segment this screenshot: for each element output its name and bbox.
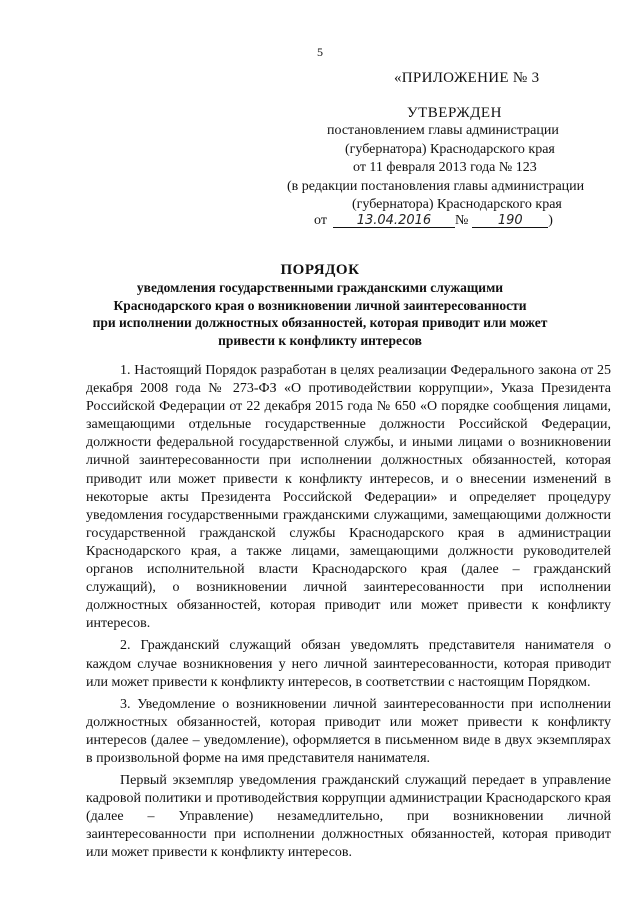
approval-line: (губернатора) Краснодарского края — [352, 197, 562, 212]
approval-line: постановлением главы администрации — [327, 123, 559, 138]
document-body — [86, 362, 611, 867]
appendix-heading: «ПРИЛОЖЕНИЕ № 3 — [394, 70, 540, 86]
paragraph: Первый экземпляр уведомления гражданский служащий передает в управление кадровой политики и противодействия коррупции администрации Краснодарского края (далее – Управление) незамедлительно, при возникновении личной заинтересованности при исполнении должностных обязанностей, которая приводит или может привести к конфликту интересов. — [86, 773, 611, 861]
approval-line: (в редакции постановления главы администрации — [287, 179, 585, 194]
paragraph: 2. Гражданский служащий обязан уведомлять представителя нанимателя о каждом случае возникновения у него личной заинтересованности, которая приводит или может привести к конфликту интересов, в соответствии с настоящим Порядком. — [86, 638, 611, 690]
document-subtitle-line: при исполнении должностных обязанностей, которая приводит или может — [92, 315, 548, 330]
document-subtitle-line: Краснодарского края о возникновении личной заинтересованности — [113, 298, 527, 313]
date-number-line — [314, 213, 553, 229]
paragraph: 3. Уведомление о возникновении личной заинтересованности при исполнении должностных обязанностей, которая приводит или может привести к конфликту интересов (далее – уведомление), оформляется в письменном виде в двух экземплярах в произвольной форме на имя представителя нанимателя. — [86, 696, 611, 766]
handwritten-number: 190 — [472, 214, 548, 228]
approved-heading: УТВЕРЖДЕН — [407, 105, 502, 121]
number-label: № — [454, 213, 469, 228]
page-number: 5 — [317, 45, 323, 59]
paragraph: 1. Настоящий Порядок разработан в целях реализации Федерального закона от 25 декабря 2008 года № 273-ФЗ «О противодействии коррупции», Указа Президента Российской Федерации от 22 декабря 2015 года № 650 «О порядке сообщения лицами, замещающими отдельные государственные должности Российской Федерации, должности федеральной государственной службы, и иными лицами о возникновении личной заинтересованности при исполнении должностных обязанностей, которая приводит или может привести к конфликту интересов, и о внесении изменений в некоторые акты Президента Российской Федерации» и определяет процедуру уведомления государственными гражданскими служащими, замещающими должности государственной гражданской службы Краснодарского края в администрации Краснодарского края, а также лицами, замещающими должности руководителей органов исполнительной власти Краснодарского края (далее – гражданский служащий), о возникновении личной заинтересованности при исполнении должностных обязанностей, которая приводит или может привести к конфликту интересов. — [86, 363, 611, 632]
from-prefix: от — [314, 213, 327, 228]
close-paren: ) — [548, 213, 553, 228]
document-subtitle-line: привести к конфликту интересов — [218, 333, 422, 348]
approval-line: от 11 февраля 2013 года № 123 — [353, 160, 537, 175]
approval-line: (губернатора) Краснодарского края — [345, 142, 555, 157]
document-subtitle-line: уведомления государственными гражданскими служащими — [136, 280, 504, 295]
document-title: ПОРЯДОК — [280, 262, 360, 278]
handwritten-date: 13.04.2016 — [333, 214, 455, 228]
